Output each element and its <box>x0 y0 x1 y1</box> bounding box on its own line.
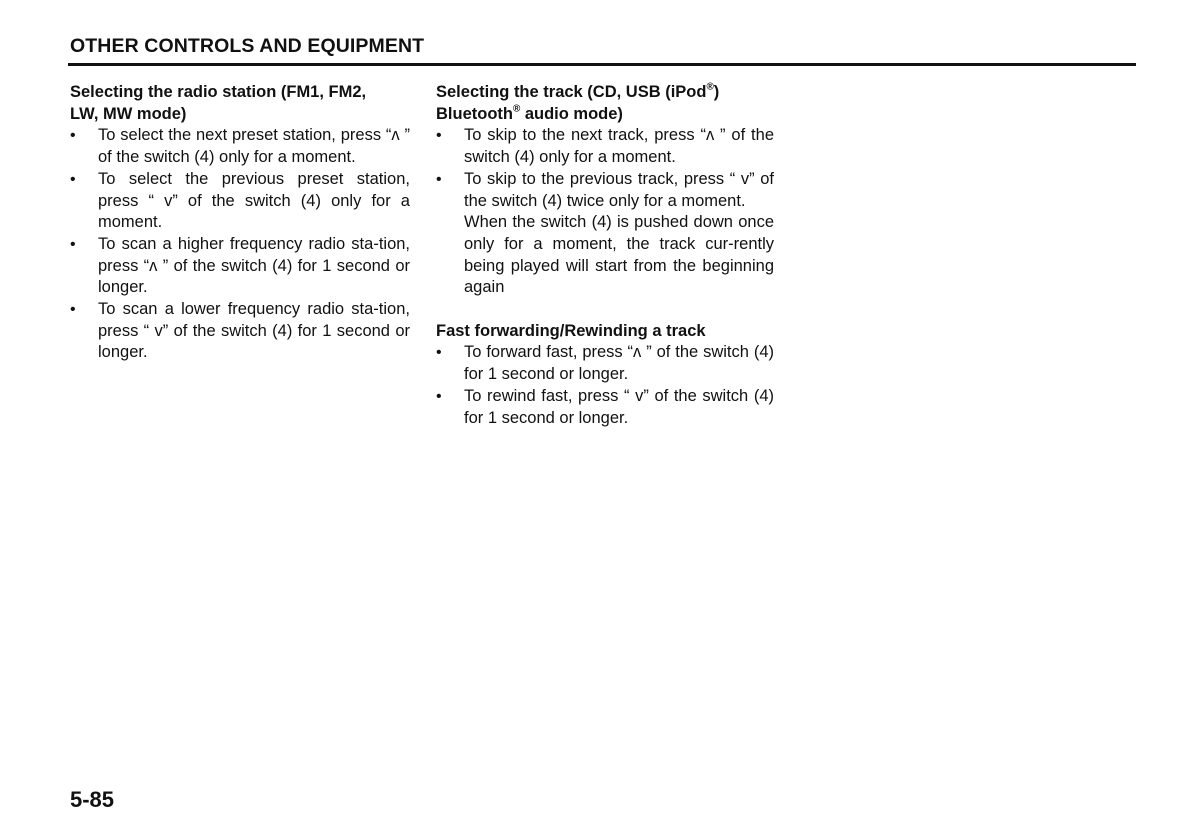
page-number: 5-85 <box>70 787 115 812</box>
track-selection-heading <box>436 82 774 125</box>
page-section-title: OTHER CONTROLS AND EQUIPMENT <box>70 35 425 57</box>
heading-text: audio mode) <box>520 104 623 123</box>
list-item <box>436 386 774 429</box>
radio-station-heading-line-1: Selecting the radio station (FM1, FM2, <box>70 83 367 101</box>
heading-text: Bluetooth <box>436 104 513 123</box>
list-item-text: To rewind fast, press “ v” of the switch (4) for 1 second or longer. <box>464 386 774 427</box>
header-divider <box>68 63 1136 66</box>
list-item <box>436 342 774 385</box>
bullet-icon: • <box>436 344 442 362</box>
bullet-icon: • <box>436 387 442 405</box>
track-restart-note: When the switch (4) is pushed down once only for a moment, the track cur-rently being played will start from the beginning again <box>464 213 774 297</box>
bullet-icon: • <box>70 301 76 319</box>
list-item-text: To skip to the next track, press “ʌ ” of the switch (4) only for a moment. <box>464 126 774 167</box>
list-item-text: To scan a lower frequency radio sta-tion, press “ v” of the switch (4) for 1 second or longer. <box>98 300 410 362</box>
list-item <box>70 299 410 364</box>
list-item-text: To scan a higher frequency radio sta-tion, press “ʌ ” of the switch (4) for 1 second or longer. <box>98 234 410 297</box>
heading-text: ) <box>713 83 720 101</box>
fast-forward-heading: Fast forwarding/Rewinding a track <box>436 321 706 340</box>
list-item <box>436 125 774 168</box>
list-item-text: To select the next preset station, press “ʌ ” of the switch (4) only for a moment. <box>98 126 410 167</box>
list-item <box>70 169 410 234</box>
list-item-text: To forward fast, press “ʌ ” of the switch (4) for 1 second or longer. <box>464 343 774 384</box>
list-item-text: To skip to the previous track, press “ v” of the switch (4) twice only for a moment. <box>464 169 774 210</box>
track-selection-heading-line-2 <box>436 104 774 126</box>
radio-station-heading <box>70 82 410 125</box>
list-item <box>70 234 410 299</box>
radio-station-heading-line-2: LW, MW mode) <box>70 104 187 123</box>
bullet-icon: • <box>436 127 442 145</box>
list-item <box>70 125 410 168</box>
track-selection-heading-line-1 <box>436 82 774 104</box>
fast-forward-instructions <box>436 342 774 429</box>
bullet-icon: • <box>70 170 76 188</box>
bullet-icon: • <box>70 235 76 253</box>
heading-text: Selecting the track (CD, USB (iPod <box>436 83 707 101</box>
registered-mark: ® <box>512 103 521 115</box>
registered-mark: ® <box>706 81 714 93</box>
list-item-text: To select the previous preset station, press “ v” of the switch (4) only for a moment. <box>98 169 410 232</box>
bullet-icon: • <box>436 170 442 188</box>
list-item <box>436 169 774 212</box>
bullet-icon: • <box>70 127 76 145</box>
left-column <box>70 82 410 364</box>
right-column <box>436 82 774 429</box>
radio-station-instructions <box>70 125 410 364</box>
track-selection-instructions <box>436 125 774 212</box>
